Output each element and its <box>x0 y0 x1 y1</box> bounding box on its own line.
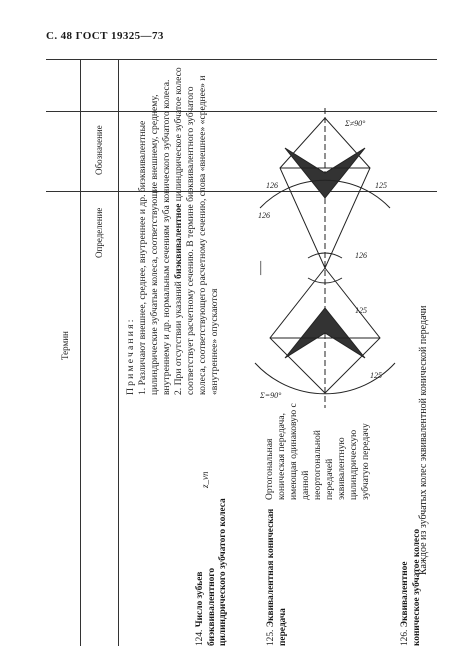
fig-label-126a: 126 <box>258 211 270 220</box>
fig-label-125c: 125 <box>370 371 382 380</box>
notes-heading: Примечания: <box>125 317 136 395</box>
column-header-term: Термин <box>60 331 70 360</box>
definition-126: Каждое из зубчатых колес эквивалентной конической передачи <box>418 305 429 575</box>
note-2: 2. При отсутствии указаний биэквивалентное цилиндрическое зубчатое колесо соответствует расчетному сечению. В термине биэквивалентного зубчатого колеса, соответствующего расчетному сечению, слова «внешнее» «среднее» и «внутреннее» опускаются <box>173 67 220 395</box>
table-right-rule <box>118 59 119 646</box>
term-125: 125. Эквивалентная коническая передача <box>266 508 288 646</box>
column-header-definition: Определение <box>94 207 104 258</box>
definition-125: Ортогональная коническая передача, имеющая одинаковую с данной неортогональной передачей эквивалентную цилиндрическую зубчатую передачу <box>264 403 371 500</box>
notes-block <box>125 55 245 395</box>
column-header-symbol: Обозначение <box>94 125 104 175</box>
bevel-gear-figure <box>250 108 400 408</box>
fig-angle-left: Σ=90° <box>260 391 282 400</box>
fig-label-125a: 125 <box>375 181 387 190</box>
symbol-124: z_vn <box>200 471 210 488</box>
definition-124: — <box>253 261 268 275</box>
row-124 <box>195 496 255 646</box>
fig-angle-right: Σ≠90° <box>345 119 366 128</box>
fig-label-126b: 126 <box>266 181 278 190</box>
term-124: 124. Число зубьев биэквивалентного цилиндрического зубчатого колеса <box>195 498 228 646</box>
fig-label-126c: 126 <box>355 251 367 260</box>
term-126: 126. Эквивалентное коническое зубчатое колесо <box>400 528 422 646</box>
page-header: С. 48 ГОСТ 19325—73 <box>46 30 164 42</box>
note-1: 1. Различают внешнее, среднее, внутреннее и др. биэквивалентные цилиндрические зубчатые колеса, соответствующие внешнему, среднему, внутреннему и др. нормальным сечениям зуба конического зубчатого колеса. <box>137 79 172 395</box>
row-125 <box>266 496 306 646</box>
table-left-rule <box>80 59 81 646</box>
fig-label-125b: 125 <box>355 306 367 315</box>
